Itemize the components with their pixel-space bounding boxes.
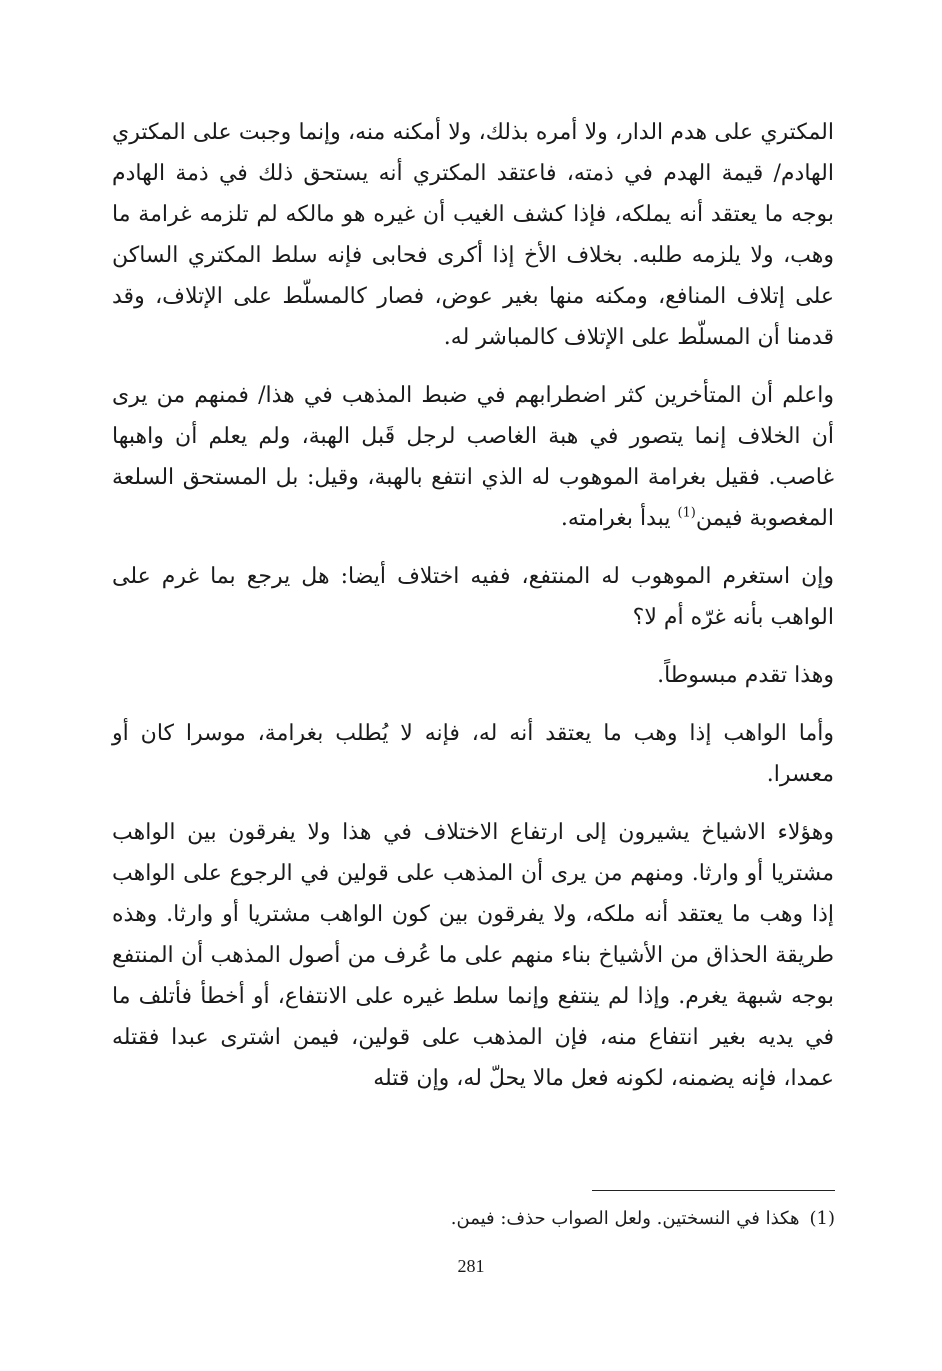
page-body bbox=[112, 112, 834, 1099]
paragraph-1: المكتري على هدم الدار، ولا أمره بذلك، ولا أمكنه منه، وإنما وجبت على المكتري الهادم/ قيمة الهدم في ذمته، فاعتقد المكتري أنه يستحق ذلك في ذمة الهادم بوجه ما يعتقد أنه يملكه، فإذا كشف الغيب أن غيره هو مالكه لم تلزمه غرامة ما وهب، ولا يلزمه طلبه. بخلاف الأخ إذا أكرى فحابى فإنه سلط المكتري الساكن على إتلاف المنافع، ومكنه منها بغير عوض، فصار كالمسلّط على الإتلاف، وقد قدمنا أن المسلّط على الإتلاف كالمباشر له. bbox=[112, 120, 834, 350]
paragraph-6: وهؤلاء الاشياخ يشيرون إلى ارتفاع الاختلاف في هذا ولا يفرقون بين الواهب مشتريا أو وارثا. ومنهم من يرى أن المذهب على قولين في الرجوع على الواهب إذا وهب ما يعتقد أنه ملكه، ولا يفرقون بين كون الواهب مشتريا أو وارثا. وهذه طريقة الحذاق من الأشياخ بناء منهم على ما عُرف من أصول المذهب أن المنتفع بوجه شبهة يغرم. وإذا لم ينتفع وإنما سلط غيره على الانتفاع، أو أخطأ فأتلف ما في يديه بغير انتفاع منه، فإن المذهب على قولين، فيمن اشترى عبدا فقتله عمدا، فإنه يضمنه، لكونه فعل مالا يحلّ له، وإن قتله bbox=[112, 820, 834, 1091]
footnote-text: هكذا في النسختين. ولعل الصواب حذف: فيمن. bbox=[450, 1208, 800, 1229]
footnote-number: (1) bbox=[809, 1208, 835, 1229]
paragraph-2-tail: يبدأ بغرامته. bbox=[560, 506, 678, 531]
footnote-separator bbox=[592, 1190, 835, 1191]
paragraph-2 bbox=[112, 375, 834, 539]
footnote bbox=[235, 1204, 835, 1234]
page-number: 281 bbox=[457, 1256, 485, 1276]
paragraph-4: وهذا تقدم مبسوطاً. bbox=[657, 663, 834, 688]
paragraph-5: وأما الواهب إذا وهب ما يعتقد أنه له، فإنه لا يُطلب بغرامة، موسرا كان أو معسرا. bbox=[112, 721, 834, 787]
footnote-reference: (1) bbox=[677, 505, 696, 521]
paragraph-2-text: واعلم أن المتأخرين كثر اضطرابهم في ضبط المذهب في هذا/ فمنهم من يرى أن الخلاف إنما يتصور في هبة الغاصب لرجل قَبل الهبة، ولم يعلم أن واهبها غاصب. فقيل بغرامة الموهوب له الذي انتفع بالهبة، وقيل: بل المستحق السلعة المغصوبة فيمن bbox=[112, 383, 835, 531]
paragraph-3: وإن استغرم الموهوب له المنتفع، ففيه اختلاف أيضا: هل يرجع بما غرم على الواهب بأنه غرّه أم لا؟ bbox=[112, 564, 834, 630]
